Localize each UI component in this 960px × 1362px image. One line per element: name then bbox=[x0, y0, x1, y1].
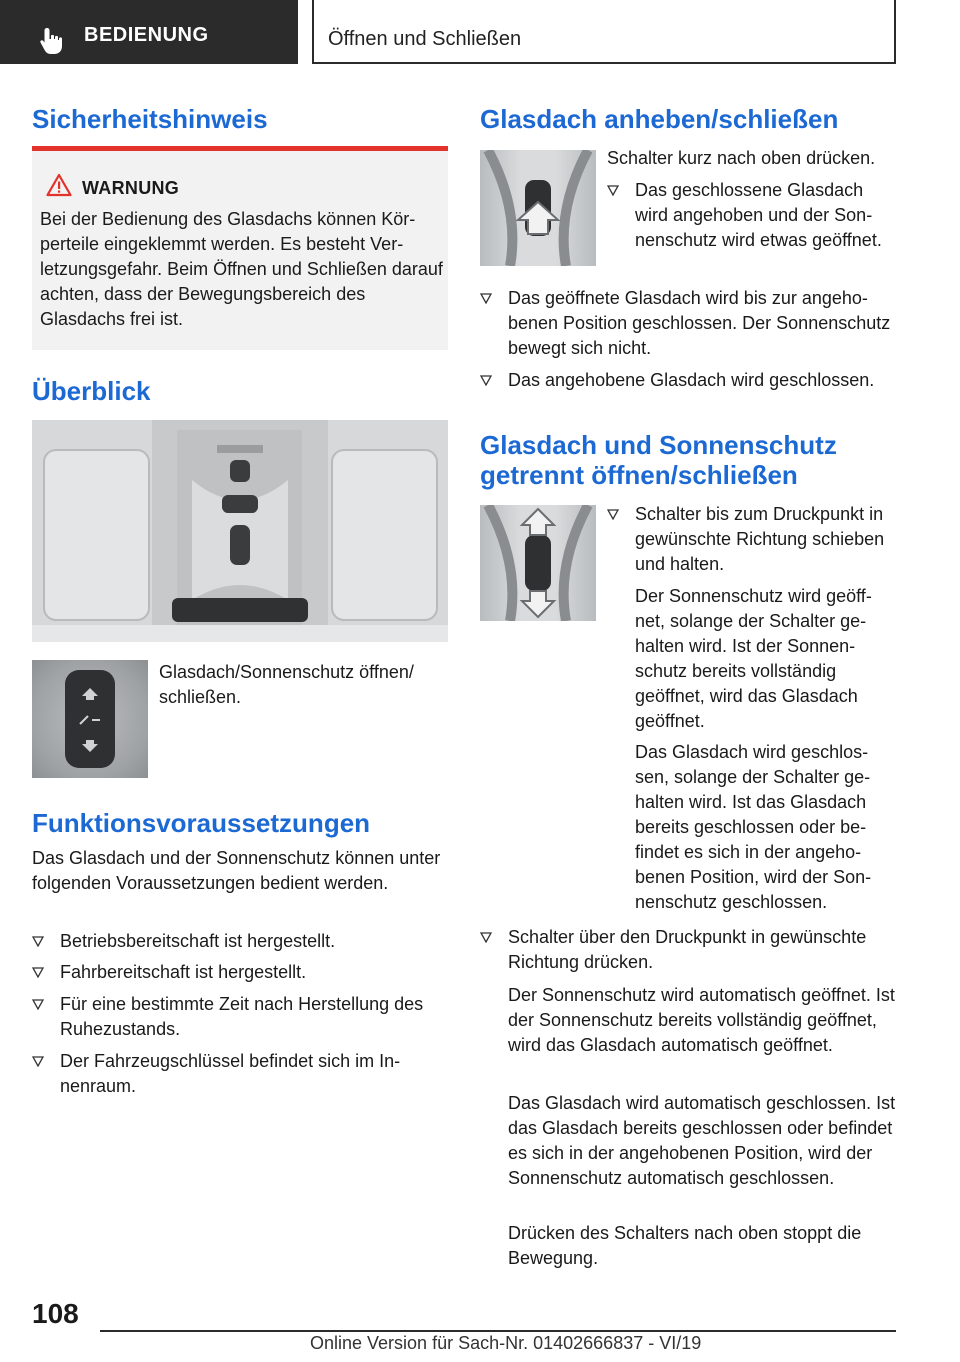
section-tab-label: BEDIENUNG bbox=[84, 24, 209, 46]
footer-divider bbox=[100, 1330, 896, 1332]
requirements-heading: Funktionsvoraussetzungen bbox=[32, 808, 371, 838]
bullet-triangle-icon bbox=[32, 998, 44, 1010]
bullet-triangle-icon bbox=[32, 1055, 44, 1067]
chapter-header bbox=[312, 0, 896, 64]
list-item: Betriebsbereitschaft ist hergestellt. bbox=[32, 929, 444, 954]
list-item: Schalter über den Druckpunkt in gewünschte Richtung drücken. bbox=[480, 925, 896, 975]
list-item: Fahrbereitschaft ist hergestellt. bbox=[32, 960, 444, 985]
switch-slide-photo bbox=[480, 505, 596, 621]
bullet-triangle-icon bbox=[32, 966, 44, 978]
requirements-intro: Das Glasdach und der Sonnenschutz können unter folgenden Voraussetzungen bedient werden. bbox=[32, 848, 441, 893]
warning-triangle-icon bbox=[46, 173, 72, 197]
raise-heading: Glasdach anheben/schließen bbox=[480, 104, 839, 134]
list-item: Das geschlossene Glasdach wird angehoben und der Sonnenschutz wird etwas geöffnet. bbox=[607, 178, 892, 253]
overview-heading: Überblick bbox=[32, 376, 151, 406]
warning-box bbox=[32, 146, 448, 350]
sep-item2-paragraph: Drücken des Schalters nach oben stoppt die Bewegung. bbox=[508, 1223, 862, 1268]
chapter-title: Öffnen und Schließen bbox=[328, 28, 522, 50]
warning-text: Bei der Bedienung des Glasdachs können Körperteile eingeklemmt werden. Es besteht Verletzungsgefahr. Beim Öffnen und Schließen darauf achten, dass der Bewegungsbereich des Glasdachs frei ist. bbox=[40, 209, 443, 329]
list-item: Das angehobene Glasdach wird geschlossen. bbox=[480, 368, 896, 393]
hand-icon bbox=[38, 26, 66, 56]
bullet-triangle-icon bbox=[607, 184, 619, 196]
sep-item2-paragraph: Der Sonnenschutz wird automatisch geöffnet. Ist der Sonnenschutz bereits vollständig geöffnet, wird das Glasdach automatisch geöffnet. bbox=[508, 985, 895, 1055]
warning-title: WARNUNG bbox=[82, 178, 180, 198]
bullet-triangle-icon bbox=[607, 508, 619, 520]
list-item: Das geöffnete Glasdach wird bis zur angehobenen Position geschlossen. Der Sonnenschutz bewegt sich nicht. bbox=[480, 286, 896, 361]
bullet-triangle-icon bbox=[480, 292, 492, 304]
list-item: Schalter bis zum Druckpunkt in gewünschte Richtung schieben und halten. bbox=[607, 502, 892, 577]
safety-heading: Sicherheitshinweis bbox=[32, 104, 268, 134]
switch-raise-photo bbox=[480, 150, 596, 266]
switch-photo bbox=[32, 660, 148, 778]
sep-item2-paragraph: Das Glasdach wird automatisch geschlossen. Ist das Glasdach bereits geschlossen oder befindet es sich in der angehobenen Position, wird der Sonnenschutz automatisch geschlossen. bbox=[508, 1093, 896, 1188]
section-tab bbox=[0, 0, 298, 64]
raise-intro: Schalter kurz nach oben drücken. bbox=[607, 148, 876, 168]
bullet-triangle-icon bbox=[480, 931, 492, 943]
page-number: 108 bbox=[32, 1298, 79, 1329]
bullet-triangle-icon bbox=[32, 935, 44, 947]
list-item: Der Fahrzeugschlüssel befindet sich im Innenraum. bbox=[32, 1049, 444, 1099]
sep-item1-paragraph: Das Glasdach wird geschlossen, solange der Schalter gehalten wird. Ist das Glasdach bereits geschlossen oder befindet es sich in der angehobenen Position, wird der Sonnenschutz geschlossen. bbox=[635, 742, 872, 912]
separate-heading-line2: getrennt öffnen/schließen bbox=[480, 460, 798, 490]
bullet-triangle-icon bbox=[480, 374, 492, 386]
online-version-note: Online Version für Sach-Nr. 01402666837 - VI/19 bbox=[310, 1333, 702, 1353]
roof-console-photo bbox=[32, 420, 448, 642]
separate-heading-line1: Glasdach und Sonnenschutz bbox=[480, 430, 837, 460]
switch-caption: Glasdach/Sonnenschutz öffnen/ schließen. bbox=[159, 662, 414, 707]
sep-item1-paragraph: Der Sonnenschutz wird geöffnet, solange der Schalter gehalten wird. Ist der Sonnenschutz bereits vollständig geöffnet, wird das Glasdach geöffnet. bbox=[635, 586, 872, 731]
list-item: Für eine bestimmte Zeit nach Herstellung des Ruhezustands. bbox=[32, 992, 444, 1042]
